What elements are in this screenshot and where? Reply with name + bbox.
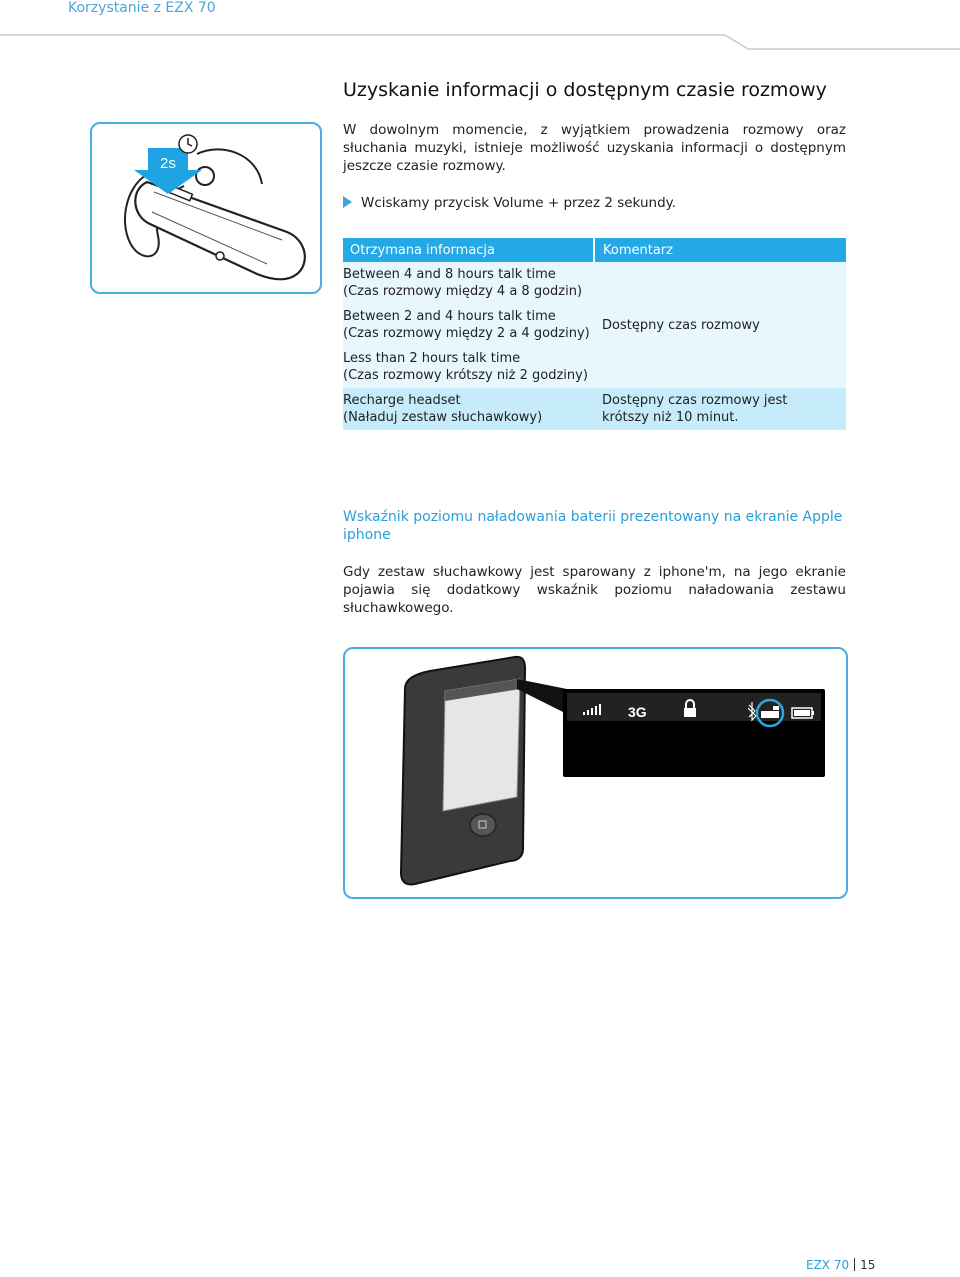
info-cell bbox=[343, 346, 594, 388]
instruction-text: Wciskamy przycisk Volume + przez 2 sekundy. bbox=[361, 195, 677, 211]
info-en: Recharge headset bbox=[343, 393, 461, 408]
info-cell bbox=[343, 388, 594, 430]
info-pl: (Naładuj zestaw słuchawkowy) bbox=[343, 410, 543, 425]
iphone-illustration bbox=[343, 647, 848, 899]
intro-paragraph: W dowolnym momencie, z wyjątkiem prowadzenia rozmowy oraz słuchania muzyki, istnieje możliwość uzyskania informacji o dostępnym jeszcze czasie rozmowy. bbox=[343, 122, 846, 174]
table-header-info: Otrzymana informacja bbox=[343, 238, 594, 262]
instruction-step bbox=[343, 194, 676, 212]
info-cell bbox=[343, 304, 594, 346]
network-label: 3G bbox=[628, 704, 647, 720]
talk-time-table bbox=[343, 238, 846, 430]
headset-illustration bbox=[90, 122, 322, 294]
comment-cell: Dostępny czas rozmowy jest krótszy niż 10 minut. bbox=[594, 388, 846, 430]
table-header-comment: Komentarz bbox=[594, 238, 846, 262]
info-en: Between 4 and 8 hours talk time bbox=[343, 267, 556, 282]
info-pl: (Czas rozmowy między 2 a 4 godziny) bbox=[343, 326, 590, 341]
table-row bbox=[343, 262, 846, 304]
table-header-row bbox=[343, 238, 846, 262]
battery-section-title: Wskaźnik poziomu naładowania baterii prezentowany na ekranie Apple iphone bbox=[343, 509, 843, 543]
header-divider bbox=[0, 34, 960, 50]
table-row bbox=[343, 388, 846, 430]
footer-model: EZX 70 bbox=[806, 1258, 850, 1272]
press-duration-label: 2s bbox=[160, 155, 176, 172]
info-en: Less than 2 hours talk time bbox=[343, 351, 521, 366]
page-footer bbox=[806, 1258, 875, 1272]
info-pl: (Czas rozmowy krótszy niż 2 godziny) bbox=[343, 368, 588, 383]
battery-paragraph: Gdy zestaw słuchawkowy jest sparowany z iphone'm, na jego ekranie pojawia się dodatkowy wskaźnik poziomu naładowania zestawu słuchawkowego. bbox=[343, 564, 846, 616]
info-cell bbox=[343, 262, 594, 304]
section-title: Uzyskanie informacji o dostępnym czasie rozmowy bbox=[343, 79, 827, 101]
footer-separator bbox=[854, 1258, 855, 1271]
info-pl: (Czas rozmowy między 4 a 8 godzin) bbox=[343, 284, 583, 299]
comment-cell: Dostępny czas rozmowy bbox=[594, 262, 846, 388]
bullet-triangle-icon bbox=[343, 196, 352, 208]
page-number: 15 bbox=[860, 1258, 876, 1272]
running-header: Korzystanie z EZX 70 bbox=[68, 0, 216, 16]
info-en: Between 2 and 4 hours talk time bbox=[343, 309, 556, 324]
